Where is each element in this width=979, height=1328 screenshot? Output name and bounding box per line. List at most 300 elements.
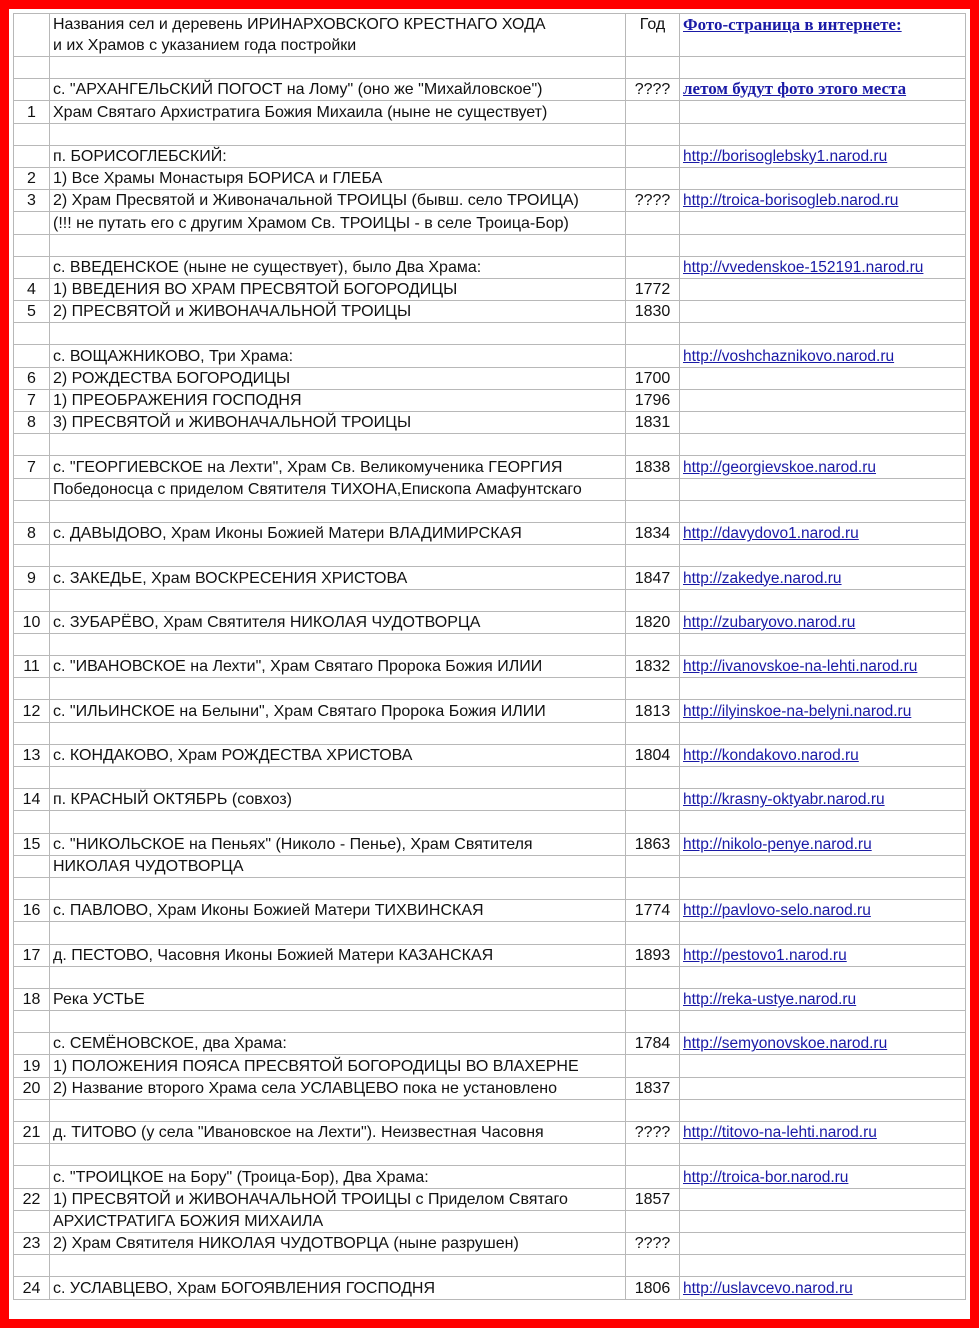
photo-page-link[interactable]: http://ilyinskoe-na-belyni.narod.ru [683, 702, 912, 720]
photo-page-link[interactable]: http://georgievskoe.narod.ru [683, 458, 877, 476]
row-year: 1784 [626, 1033, 680, 1055]
row-link-cell [680, 1077, 966, 1099]
row-number [14, 478, 50, 500]
row-number: 3 [14, 190, 50, 212]
table-row [14, 633, 966, 655]
row-year [626, 722, 680, 744]
row-number [14, 1144, 50, 1166]
row-title [50, 1099, 626, 1121]
table-row [14, 1122, 966, 1144]
table-row [14, 1210, 966, 1232]
row-title [50, 545, 626, 567]
row-year [626, 1144, 680, 1166]
table-row [14, 57, 966, 79]
row-title: 1) ПРЕОБРАЖЕНИЯ ГОСПОДНЯ [50, 389, 626, 411]
row-number: 19 [14, 1055, 50, 1077]
table-row [14, 988, 966, 1010]
row-year: 1820 [626, 611, 680, 633]
row-link-cell [680, 123, 966, 145]
table-row [14, 1099, 966, 1121]
photo-page-link[interactable]: http://troica-borisogleb.narod.ru [683, 192, 899, 210]
photo-page-link[interactable]: http://voshchaznikovo.narod.ru [683, 347, 895, 365]
row-number: 11 [14, 656, 50, 678]
row-year: 1806 [626, 1277, 680, 1299]
row-number [14, 57, 50, 79]
photo-page-link[interactable]: http://troica-bor.narod.ru [683, 1168, 849, 1186]
row-link-cell [680, 1188, 966, 1210]
row-link-cell [680, 389, 966, 411]
row-link-cell [680, 633, 966, 655]
table-row [14, 656, 966, 678]
row-year: 1838 [626, 456, 680, 478]
photo-page-link[interactable]: http://semyonovskoe.narod.ru [683, 1035, 888, 1053]
table-row [14, 811, 966, 833]
row-number: 9 [14, 567, 50, 589]
row-number: 12 [14, 700, 50, 722]
row-link-cell [680, 922, 966, 944]
row-number: 15 [14, 833, 50, 855]
photo-page-link[interactable]: http://krasny-oktyabr.narod.ru [683, 791, 885, 809]
header-title-line1: Названия сел и деревень ИРИНАРХОВСКОГО КРЕСТНАГО ХОДА [53, 16, 546, 33]
row-number: 23 [14, 1232, 50, 1254]
row-year: 1847 [626, 567, 680, 589]
table-row [14, 877, 966, 899]
row-number: 20 [14, 1077, 50, 1099]
table-row [14, 789, 966, 811]
row-number [14, 1210, 50, 1232]
row-number: 6 [14, 367, 50, 389]
row-title: с. ПАВЛОВО, Храм Иконы Божией Матери ТИХВИНСКАЯ [50, 900, 626, 922]
row-number [14, 966, 50, 988]
row-number [14, 323, 50, 345]
row-title [50, 678, 626, 700]
row-number: 13 [14, 744, 50, 766]
row-link-cell [680, 1011, 966, 1033]
row-title [50, 811, 626, 833]
row-title [50, 877, 626, 899]
row-year [626, 966, 680, 988]
row-number [14, 855, 50, 877]
row-title: с. ВОЩАЖНИКОВО, Три Храма: [50, 345, 626, 367]
row-year [626, 633, 680, 655]
row-year [626, 434, 680, 456]
row-link-cell [680, 167, 966, 189]
row-link-cell [680, 1166, 966, 1188]
row-title [50, 1144, 626, 1166]
row-title: д. ПЕСТОВО, Часовня Иконы Божией Матери КАЗАНСКАЯ [50, 944, 626, 966]
row-title [50, 234, 626, 256]
row-title: с. "ГЕОРГИЕВСКОЕ на Лехти", Храм Св. Великомученика ГЕОРГИЯ [50, 456, 626, 478]
row-number: 17 [14, 944, 50, 966]
row-year: 1857 [626, 1188, 680, 1210]
row-year [626, 589, 680, 611]
row-link-cell [680, 1122, 966, 1144]
table-row [14, 767, 966, 789]
row-link-cell [680, 412, 966, 434]
row-title: с. "НИКОЛЬСКОЕ на Пеньях" (Николо - Пенье), Храм Святителя [50, 833, 626, 855]
photo-page-link[interactable]: http://titovo-na-lehti.narod.ru [683, 1124, 877, 1142]
row-number: 22 [14, 1188, 50, 1210]
row-link-cell [680, 345, 966, 367]
row-link-cell [680, 545, 966, 567]
row-number: 21 [14, 1122, 50, 1144]
row-link-cell [680, 367, 966, 389]
row-title: 2) Храм Святителя НИКОЛАЯ ЧУДОТВОРЦА (ныне разрушен) [50, 1232, 626, 1254]
row-number [14, 545, 50, 567]
table-row [14, 500, 966, 522]
table-row [14, 1188, 966, 1210]
photo-page-link[interactable]: http://reka-ustye.narod.ru [683, 991, 857, 1009]
row-title: 2) Название второго Храма села УСЛАВЦЕВО пока не установлено [50, 1077, 626, 1099]
row-link-cell [680, 256, 966, 278]
row-number [14, 589, 50, 611]
row-year: ???? [626, 1122, 680, 1144]
row-link-cell [680, 700, 966, 722]
table-row [14, 922, 966, 944]
row-title [50, 589, 626, 611]
row-year: 1804 [626, 744, 680, 766]
row-title: с. "ИЛЬИНСКОЕ на Белыни", Храм Святаго Пророка Божия ИЛИИ [50, 700, 626, 722]
row-link-cell [680, 1255, 966, 1277]
photo-page-link[interactable]: http://davydovo1.narod.ru [683, 525, 859, 543]
row-year: 1813 [626, 700, 680, 722]
row-year [626, 767, 680, 789]
table-row [14, 478, 966, 500]
photo-note-link[interactable]: летом будут фото этого места [683, 79, 907, 99]
table-row [14, 1033, 966, 1055]
table-row [14, 522, 966, 544]
row-link-cell [680, 79, 966, 101]
table-row [14, 1077, 966, 1099]
row-link-cell [680, 722, 966, 744]
row-year [626, 145, 680, 167]
row-title: 3) ПРЕСВЯТОЙ и ЖИВОНАЧАЛЬНОЙ ТРОИЦЫ [50, 412, 626, 434]
row-year: 1774 [626, 900, 680, 922]
table-row [14, 1055, 966, 1077]
row-year [626, 545, 680, 567]
row-title: АРХИСТРАТИГА БОЖИЯ МИХАИЛА [50, 1210, 626, 1232]
row-number [14, 767, 50, 789]
row-number [14, 500, 50, 522]
row-year [626, 855, 680, 877]
row-title [50, 57, 626, 79]
table-row [14, 389, 966, 411]
row-link-cell [680, 1055, 966, 1077]
row-title: 1) ПОЛОЖЕНИЯ ПОЯСА ПРЕСВЯТОЙ БОГОРОДИЦЫ ВО ВЛАХЕРНЕ [50, 1055, 626, 1077]
photo-page-link[interactable]: http://nikolo-penye.narod.ru [683, 835, 872, 853]
row-link-cell [680, 478, 966, 500]
row-number: 8 [14, 522, 50, 544]
row-year: 1830 [626, 301, 680, 323]
row-title: с. СЕМЁНОВСКОЕ, два Храма: [50, 1033, 626, 1055]
row-year: 1832 [626, 656, 680, 678]
row-year: ???? [626, 79, 680, 101]
header-num-cell [14, 14, 50, 57]
row-year [626, 877, 680, 899]
table-row [14, 434, 966, 456]
row-number [14, 79, 50, 101]
row-year [626, 811, 680, 833]
photo-page-link[interactable]: http://zubaryovo.narod.ru [683, 613, 856, 631]
row-number [14, 212, 50, 234]
header-year-label: Год [639, 16, 666, 33]
row-link-cell [680, 456, 966, 478]
row-year [626, 478, 680, 500]
row-link-cell [680, 789, 966, 811]
photo-page-link[interactable]: http://borisoglebsky1.narod.ru [683, 147, 888, 165]
row-number [14, 256, 50, 278]
row-number [14, 434, 50, 456]
row-number [14, 234, 50, 256]
row-year: 1893 [626, 944, 680, 966]
row-year: 1863 [626, 833, 680, 855]
table-row [14, 1232, 966, 1254]
row-title [50, 966, 626, 988]
photo-page-link[interactable]: http://kondakovo.narod.ru [683, 747, 859, 764]
row-title: Победоносца с приделом Святителя ТИХОНА,Епископа Амафунтскаго [50, 478, 626, 500]
row-title [50, 922, 626, 944]
row-link-cell [680, 234, 966, 256]
row-link-cell [680, 101, 966, 123]
table-row [14, 966, 966, 988]
row-title: с. УСЛАВЦЕВО, Храм БОГОЯВЛЕНИЯ ГОСПОДНЯ [50, 1277, 626, 1299]
churches-table [13, 13, 966, 1300]
row-title: с. "ИВАНОВСКОЕ на Лехти", Храм Святаго Пророка Божия ИЛИИ [50, 656, 626, 678]
row-number [14, 722, 50, 744]
row-number: 10 [14, 611, 50, 633]
row-link-cell [680, 567, 966, 589]
row-title [50, 767, 626, 789]
row-number: 1 [14, 101, 50, 123]
photo-page-link[interactable]: http://pestovo1.narod.ru [683, 946, 847, 964]
row-title: НИКОЛАЯ ЧУДОТВОРЦА [50, 855, 626, 877]
row-link-cell [680, 811, 966, 833]
row-number [14, 123, 50, 145]
table-row [14, 678, 966, 700]
table-row [14, 722, 966, 744]
row-year [626, 1210, 680, 1232]
table-row [14, 1277, 966, 1299]
photo-page-link[interactable]: http://pavlovo-selo.narod.ru [683, 902, 871, 920]
row-number: 8 [14, 412, 50, 434]
row-year [626, 988, 680, 1010]
row-title [50, 1011, 626, 1033]
row-link-cell [680, 1099, 966, 1121]
table-row [14, 323, 966, 345]
row-link-cell [680, 944, 966, 966]
table-row [14, 744, 966, 766]
row-link-cell [680, 522, 966, 544]
row-title: 2) РОЖДЕСТВА БОГОРОДИЦЫ [50, 367, 626, 389]
row-year [626, 1166, 680, 1188]
table-row [14, 545, 966, 567]
table-row [14, 234, 966, 256]
row-link-cell [680, 833, 966, 855]
table-row [14, 855, 966, 877]
header-photo-cell [680, 14, 966, 57]
row-year: 1700 [626, 367, 680, 389]
table-row [14, 1255, 966, 1277]
row-number [14, 145, 50, 167]
row-year: 1834 [626, 522, 680, 544]
row-link-cell [680, 57, 966, 79]
row-title: 1) ПРЕСВЯТОЙ и ЖИВОНАЧАЛЬНОЙ ТРОИЦЫ с Приделом Святаго [50, 1188, 626, 1210]
row-title [50, 633, 626, 655]
row-number [14, 1099, 50, 1121]
row-title [50, 722, 626, 744]
row-title: (!!! не путать его с другим Храмом Св. ТРОИЦЫ - в селе Троица-Бор) [50, 212, 626, 234]
row-year: 1831 [626, 412, 680, 434]
row-title: с. "ТРОИЦКОЕ на Бору" (Троица-Бор), Два Храма: [50, 1166, 626, 1188]
row-title: с. ЗАКЕДЬЕ, Храм ВОСКРЕСЕНИЯ ХРИСТОВА [50, 567, 626, 589]
row-link-cell [680, 212, 966, 234]
row-link-cell [680, 1210, 966, 1232]
row-number [14, 345, 50, 367]
row-year: 1772 [626, 278, 680, 300]
table-row [14, 589, 966, 611]
row-title: с. ДАВЫДОВО, Храм Иконы Божией Матери ВЛАДИМИРСКАЯ [50, 522, 626, 544]
row-link-cell [680, 877, 966, 899]
row-link-cell [680, 1277, 966, 1299]
row-title: Река УСТЬЕ [50, 988, 626, 1010]
row-title: п. КРАСНЫЙ ОКТЯБРЬ (совхоз) [50, 789, 626, 811]
row-title: 2) ПРЕСВЯТОЙ и ЖИВОНАЧАЛЬНОЙ ТРОИЦЫ [50, 301, 626, 323]
row-year [626, 234, 680, 256]
row-link-cell [680, 145, 966, 167]
row-year [626, 323, 680, 345]
row-number [14, 1166, 50, 1188]
row-number [14, 877, 50, 899]
row-title: с. "АРХАНГЕЛЬСКИЙ ПОГОСТ на Лому" (оно же "Михайловское") [50, 79, 626, 101]
table-row [14, 700, 966, 722]
table-row [14, 167, 966, 189]
row-title [50, 323, 626, 345]
table-row [14, 79, 966, 101]
row-link-cell [680, 988, 966, 1010]
row-year [626, 345, 680, 367]
row-number [14, 1255, 50, 1277]
table-row [14, 1166, 966, 1188]
row-link-cell [680, 855, 966, 877]
row-number [14, 633, 50, 655]
row-number: 7 [14, 389, 50, 411]
row-link-cell [680, 966, 966, 988]
row-link-cell [680, 500, 966, 522]
row-title: с. ВВЕДЕНСКОЕ (ныне не существует), было Два Храма: [50, 256, 626, 278]
row-title [50, 500, 626, 522]
row-number [14, 922, 50, 944]
row-link-cell [680, 611, 966, 633]
row-link-cell [680, 434, 966, 456]
table-row [14, 900, 966, 922]
photo-page-link[interactable]: http://vvedenskoe-152191.narod.ru [683, 258, 924, 276]
row-title: п. БОРИСОГЛЕБСКИЙ: [50, 145, 626, 167]
table-row [14, 278, 966, 300]
row-link-cell [680, 744, 966, 766]
row-number: 7 [14, 456, 50, 478]
table-row [14, 301, 966, 323]
row-number [14, 811, 50, 833]
table-row [14, 833, 966, 855]
table-row [14, 1011, 966, 1033]
row-number: 4 [14, 278, 50, 300]
row-year: ???? [626, 190, 680, 212]
header-title-line2: и их Храмов с указанием года постройки [53, 37, 357, 54]
row-title: 2) Храм Пресвятой и Живоначальной ТРОИЦЫ (бывш. село ТРОИЦА) [50, 190, 626, 212]
photo-page-link[interactable]: http://zakedye.narod.ru [683, 569, 842, 587]
row-number: 16 [14, 900, 50, 922]
table-row [14, 611, 966, 633]
row-link-cell [680, 1232, 966, 1254]
table-row [14, 345, 966, 367]
table-row [14, 567, 966, 589]
row-number [14, 1033, 50, 1055]
row-number: 18 [14, 988, 50, 1010]
row-year: 1796 [626, 389, 680, 411]
row-link-cell [680, 323, 966, 345]
row-year [626, 123, 680, 145]
row-link-cell [680, 678, 966, 700]
row-year [626, 1099, 680, 1121]
row-link-cell [680, 301, 966, 323]
row-year [626, 500, 680, 522]
row-link-cell [680, 900, 966, 922]
row-link-cell [680, 767, 966, 789]
row-year [626, 789, 680, 811]
photo-page-link[interactable]: http://uslavcevo.narod.ru [683, 1279, 853, 1297]
row-number [14, 1011, 50, 1033]
table-row [14, 145, 966, 167]
table-row [14, 101, 966, 123]
header-row [14, 14, 966, 57]
row-link-cell [680, 278, 966, 300]
row-title [50, 1255, 626, 1277]
row-year [626, 1011, 680, 1033]
row-link-cell [680, 1144, 966, 1166]
row-year: 1837 [626, 1077, 680, 1099]
row-title: с. КОНДАКОВО, Храм РОЖДЕСТВА ХРИСТОВА [50, 744, 626, 766]
row-number: 5 [14, 301, 50, 323]
table-row [14, 256, 966, 278]
row-year [626, 1055, 680, 1077]
row-year [626, 678, 680, 700]
table-row [14, 944, 966, 966]
row-year [626, 57, 680, 79]
row-title [50, 123, 626, 145]
row-title: с. ЗУБАРЁВО, Храм Святителя НИКОЛАЯ ЧУДОТВОРЦА [50, 611, 626, 633]
row-link-cell [680, 190, 966, 212]
row-number: 24 [14, 1277, 50, 1299]
row-year: ???? [626, 1232, 680, 1254]
header-year-cell [626, 14, 680, 57]
row-title: Храм Святаго Архистратига Божия Михаила (ныне не существует) [50, 101, 626, 123]
photo-page-link[interactable]: http://ivanovskoe-na-lehti.narod.ru [683, 658, 918, 676]
row-year [626, 922, 680, 944]
row-number: 2 [14, 167, 50, 189]
table-row [14, 367, 966, 389]
table-row [14, 212, 966, 234]
header-photo-link[interactable]: Фото-страница в интернете: [683, 15, 902, 34]
row-link-cell [680, 1033, 966, 1055]
row-title [50, 434, 626, 456]
row-link-cell [680, 656, 966, 678]
row-year [626, 167, 680, 189]
row-number: 14 [14, 789, 50, 811]
row-title: д. ТИТОВО (у села "Ивановское на Лехти"). Неизвестная Часовня [50, 1122, 626, 1144]
table-row [14, 1144, 966, 1166]
table-row [14, 456, 966, 478]
row-title: 1) ВВЕДЕНИЯ ВО ХРАМ ПРЕСВЯТОЙ БОГОРОДИЦЫ [50, 278, 626, 300]
